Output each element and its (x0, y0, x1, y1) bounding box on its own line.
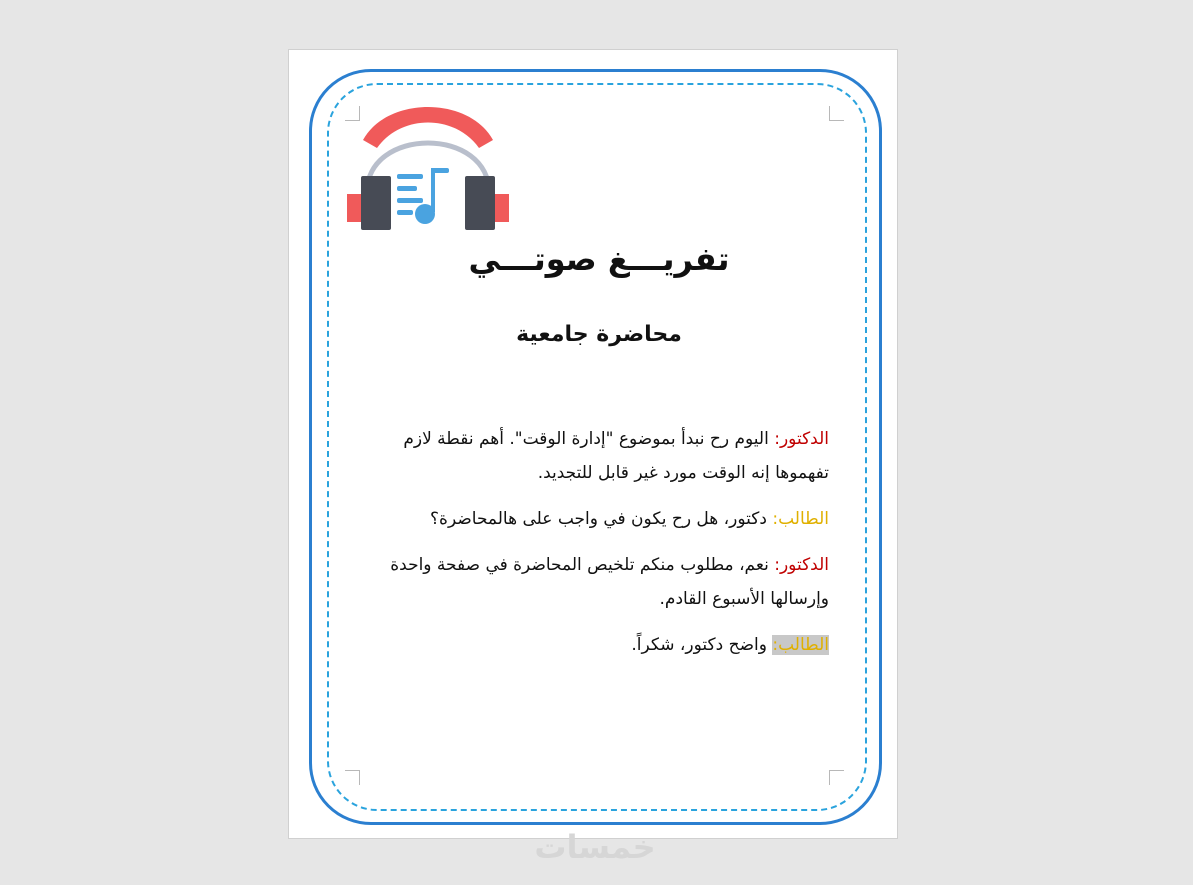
margin-corner-mark (829, 770, 844, 785)
speaker-label: الطالب: (772, 635, 829, 655)
dialogue-line (361, 422, 829, 490)
dialogue-text: اليوم رح نبدأ بموضوع "إدارة الوقت". أهم نقطة لازم تفهموها إنه الوقت مورد غير قابل للتجديد. (403, 429, 829, 483)
dialogue-text: واضح دكتور، شكراً. (631, 635, 767, 655)
dialogue-text: دكتور، هل رح يكون في واجب على هالمحاضرة؟ (430, 509, 767, 529)
watermark: خمسات (534, 828, 656, 866)
dialogue-text: نعم، مطلوب منكم تلخيص المحاضرة في صفحة واحدة وإرسالها الأسبوع القادم. (390, 555, 829, 609)
headphones-music-icon (347, 102, 509, 230)
dialogue-line (361, 502, 829, 536)
transcript (361, 422, 829, 674)
speaker-label: الطالب: (772, 509, 829, 529)
speaker-label: الدكتور: (774, 429, 829, 449)
margin-corner-mark (829, 106, 844, 121)
margin-corner-mark (345, 770, 360, 785)
speaker-label: الدكتور: (774, 555, 829, 575)
dialogue-line (361, 628, 829, 662)
page-title: تفريـــغ صوتـــي (468, 240, 730, 278)
dialogue-line (361, 548, 829, 616)
page-subtitle: محاضرة جامعية (516, 322, 682, 347)
document-page (288, 49, 898, 839)
